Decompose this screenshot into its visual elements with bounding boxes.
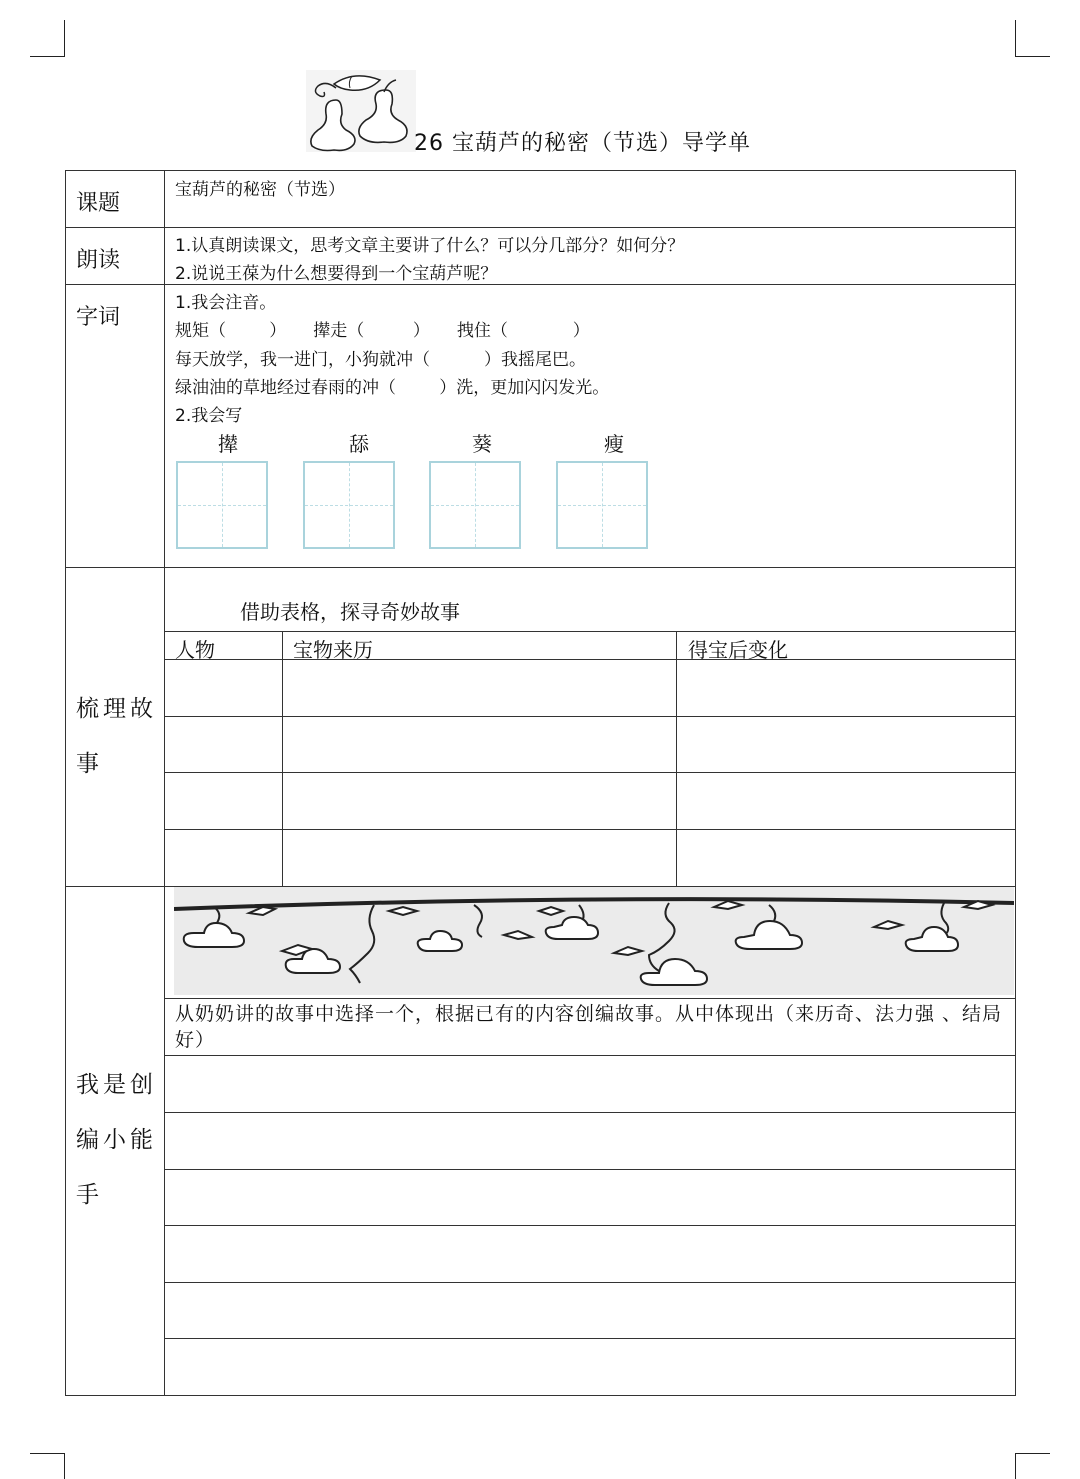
row-label-langdu: 朗读 [76, 248, 121, 273]
table-border-left [65, 170, 66, 1396]
row-label-zici: 字词 [76, 305, 121, 330]
column-header-character: 人物 [175, 638, 215, 662]
story-table-line [164, 772, 1016, 773]
crop-mark-top-left [30, 56, 65, 57]
crop-mark-bottom-left [64, 1453, 65, 1479]
story-table-line [164, 716, 1016, 717]
gourd-vine-illustration [174, 887, 1014, 995]
writing-line[interactable] [164, 1055, 1016, 1056]
label-column-divider [164, 170, 165, 1396]
crop-mark-top-right [1015, 20, 1016, 56]
writing-grid-box[interactable] [429, 461, 521, 549]
row-divider [65, 567, 1016, 568]
story-table-col-divider [676, 631, 677, 886]
document-title: 26 宝葫芦的秘密（节选）导学单 [414, 131, 751, 156]
row-label-keti: 课题 [76, 191, 121, 216]
writing-line[interactable] [164, 1112, 1016, 1113]
crop-mark-bottom-right [1015, 1453, 1016, 1479]
pinyin-sentence-2: 绿油油的草地经过春雨的冲（ ）洗，更加闪闪发光。 [175, 378, 610, 398]
lesson-title-text: 宝葫芦的秘密（节选） [175, 180, 345, 200]
story-table-line [164, 631, 1016, 632]
story-table-line [164, 659, 1016, 660]
writing-line[interactable] [164, 1282, 1016, 1283]
write-char-4: 瘦 [604, 432, 624, 456]
row-label-chuangbian: 我是创编小能手 [76, 1072, 157, 1208]
reading-task-1: 1.认真朗读课文，思考文章主要讲了什么？可以分几部分？如何分？ [175, 236, 685, 256]
writing-task-heading: 2.我会写 [175, 406, 243, 426]
crop-mark-top-left [64, 20, 65, 56]
crop-mark-bottom-right [1015, 1453, 1050, 1454]
writing-line[interactable] [164, 1225, 1016, 1226]
pinyin-sentence-1: 每天放学，我一进门，小狗就冲（ ）我摇尾巴。 [175, 350, 587, 370]
gourd-logo-icon [306, 70, 416, 152]
crop-mark-top-right [1015, 56, 1050, 57]
compose-instruction: 从奶奶讲的故事中选择一个，根据已有的内容创编故事。从中体现出（来历奇、法力强 、结局好） [175, 1003, 1003, 1051]
compose-line [164, 998, 1016, 999]
writing-line[interactable] [164, 1338, 1016, 1339]
crop-mark-bottom-left [30, 1453, 65, 1454]
column-header-change-after: 得宝后变化 [688, 638, 788, 662]
table-border-bottom [65, 1395, 1016, 1396]
write-char-1: 撵 [218, 432, 238, 456]
column-header-treasure-origin: 宝物来历 [293, 638, 373, 662]
row-label-shuli: 梳理故事 [76, 696, 157, 777]
writing-grid-box[interactable] [176, 461, 268, 549]
row-divider [65, 284, 1016, 285]
table-border-right [1015, 170, 1016, 1396]
story-table-line [164, 829, 1016, 830]
story-table-heading: 借助表格，探寻奇妙故事 [240, 600, 460, 624]
writing-line[interactable] [164, 1169, 1016, 1170]
write-char-2: 舔 [349, 432, 369, 456]
pinyin-task-heading: 1.我会注音。 [175, 293, 277, 313]
writing-grid-box[interactable] [556, 461, 648, 549]
table-border-top [65, 170, 1016, 171]
pinyin-words: 规矩（ ） 撵走（ ） 拽住（ ） [175, 321, 590, 341]
row-divider [65, 227, 1016, 228]
reading-task-2: 2.说说王葆为什么想要得到一个宝葫芦呢？ [175, 264, 498, 284]
writing-grid-box[interactable] [303, 461, 395, 549]
write-char-3: 葵 [472, 432, 492, 456]
story-table-col-divider [282, 631, 283, 886]
